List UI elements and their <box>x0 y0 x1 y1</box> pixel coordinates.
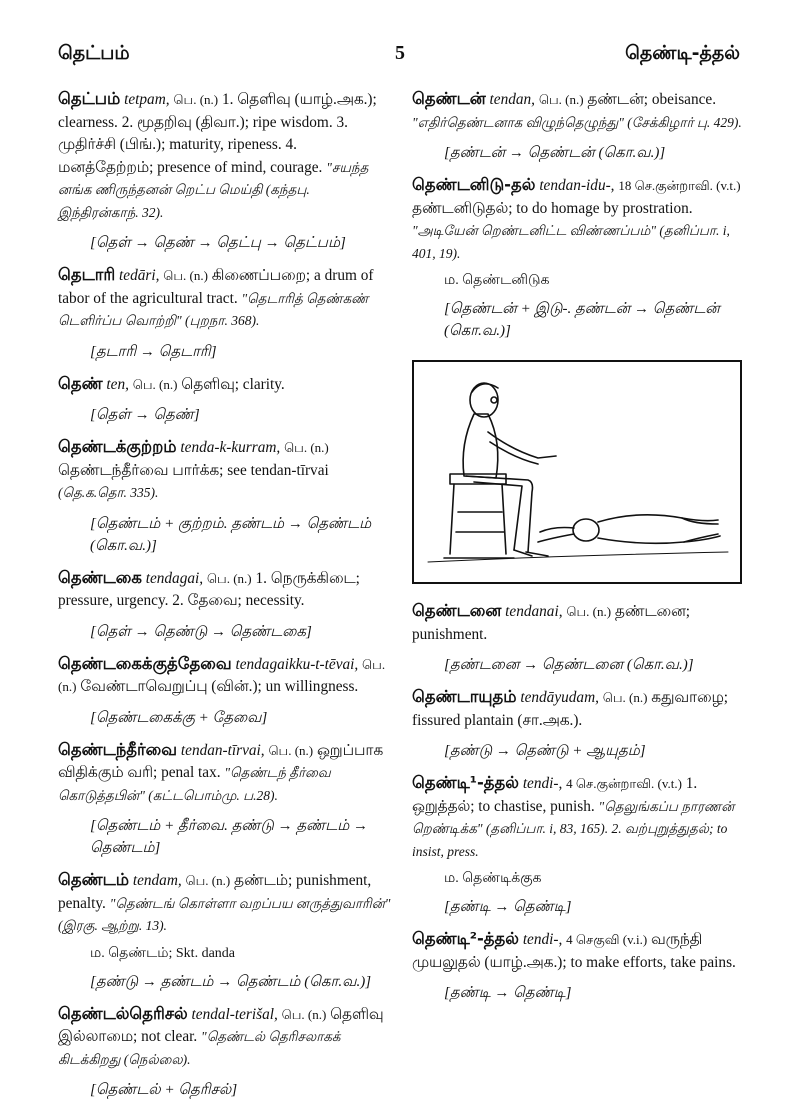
entry-meaning: தெண்டந்தீர்வை பார்க்க; see tendan-tīrvai <box>58 461 329 479</box>
entry-etymology: [தடாரி → தெடாரி] <box>90 343 217 360</box>
entry-headword: தெண்டக்குற்றம் <box>58 437 177 456</box>
entry-citation: "தெண்டந் தீர்வை கொடுத்தபின்" (கட்டபொம்மு. ப.28). <box>58 765 331 803</box>
entry-cognate: ம. தெண்டிக்குக <box>444 871 542 886</box>
entry-definition <box>412 772 742 863</box>
entry-part-of-speech: பெ. (n.) <box>566 604 612 619</box>
entry-definition <box>58 739 393 808</box>
entry-meaning: கிணைப்பறை; a drum of tabor of the agricultural tract. <box>58 267 374 307</box>
entry-definition <box>58 1003 393 1072</box>
entry-meaning: கதுவாழை; fissured plantain (சா.அக.). <box>412 689 729 729</box>
entry-cognate: ம. தெண்டனிடுக <box>444 273 550 288</box>
entry-meaning: தண்டன்; obeisance. <box>587 91 717 108</box>
entry-etymology: [தெண்டம் + தீர்வை. தண்டு → தண்டம் → தெண்டம்] <box>90 818 369 856</box>
dictionary-entry <box>58 567 393 643</box>
dictionary-entry <box>58 739 393 860</box>
dictionary-entry <box>58 373 393 427</box>
entry-etymology: [தெள் → தெண்] <box>90 407 200 423</box>
header-left-word: தெட்பம் <box>58 42 130 64</box>
dictionary-entry <box>412 88 742 164</box>
entry-transliteration: tendagai, <box>145 569 204 587</box>
prostration-drawing <box>414 362 740 582</box>
entry-part-of-speech: பெ. (n.) <box>268 742 314 758</box>
dictionary-entry <box>412 928 742 1004</box>
entry-meaning: 1. நெருக்கிடை; pressure, urgency. 2. தேவை; necessity. <box>58 569 360 609</box>
entry-part-of-speech: பெ. (n.) <box>602 690 648 705</box>
dictionary-entry <box>412 686 742 762</box>
entry-definition <box>412 686 742 732</box>
entry-transliteration: tendan-idu-, <box>539 177 615 194</box>
entry-etymology: [தண்டி → தெண்டி] <box>444 899 572 915</box>
entry-transliteration: tendam, <box>132 872 182 889</box>
entry-transliteration: tendagaikku-t-tēvai, <box>235 655 359 673</box>
entry-meaning: 1. ஒறுத்தல்; to chastise, punish. <box>412 775 698 815</box>
entry-citation: "எதிர்தெண்டனாக விழுந்தெழுந்து" (சேக்கிழார் பு. 429). <box>412 114 742 130</box>
right-column-bottom <box>412 600 742 1004</box>
dictionary-entry <box>412 600 742 676</box>
entry-etymology: [தண்டி → தெண்டி] <box>444 985 572 1001</box>
entry-etymology: [தண்டு → தெண்டு + ஆயுதம்] <box>444 743 646 759</box>
entry-part-of-speech: பெ. (n.) <box>163 268 208 283</box>
dictionary-entry <box>58 88 393 254</box>
entry-citation: "தெண்டங் கொள்ளா வறப்பய னருத்துவாரின்" (இரகு. ஆற்று. 13). <box>58 895 391 933</box>
entry-headword: தெண் <box>58 373 103 393</box>
entry-meaning: தெளிவு இல்லாமை; not clear. <box>58 1005 384 1045</box>
entry-part-of-speech: 18 செ.குன்றாவி. (v.t.) <box>618 178 741 193</box>
entry-headword: தெடாரி <box>58 265 116 284</box>
entry-citation: "தெடாரித் தெண்கண் டெளிர்ப்ப வொற்றி" (புறநா. 368). <box>58 290 369 328</box>
entry-transliteration: tedāri, <box>119 267 160 284</box>
entry-meaning: வேண்டாவெறுப்பு (வின்.); un willingness. <box>80 678 359 695</box>
entry-definition <box>412 928 742 974</box>
entry-part-of-speech: பெ. (n.) <box>58 656 386 694</box>
entry-citation: "சயந்த னங்க ணிருந்தனன் றெட்ப மெய்தி (கந்தபு. இந்திரன்காந். 32). <box>58 159 369 220</box>
entry-part-of-speech: 4 செகுவி (v.i.) <box>566 932 648 947</box>
entry-definition <box>58 567 393 613</box>
entry-part-of-speech: பெ. (n.) <box>206 570 252 586</box>
left-column <box>58 88 393 1111</box>
entry-etymology: [தெள் → தெண்டு → தெண்டகை] <box>90 623 312 640</box>
dictionary-entry <box>58 1003 393 1102</box>
entry-etymology: [தண்டனை → தெண்டனை (கொ.வ.)] <box>444 657 694 673</box>
page-number: 5 <box>395 42 405 64</box>
entry-definition <box>412 174 742 265</box>
entry-definition <box>412 88 742 134</box>
entry-headword: தெண்டனை <box>412 601 502 620</box>
entry-part-of-speech: பெ. (n.) <box>173 92 219 107</box>
dictionary-entry <box>58 436 393 557</box>
entry-definition <box>412 600 742 646</box>
entry-meaning: வருந்தி முயலுதல் (யாழ்.அக.); to make efforts, take pains. <box>412 931 736 971</box>
entry-transliteration: tendan-tīrvai, <box>180 741 265 759</box>
entry-etymology: [தெண்டன் + இடு-. தண்டன் → தெண்டன் (கொ.வ.)] <box>444 301 720 339</box>
entry-transliteration: tendi-, <box>522 931 563 948</box>
entry-meaning: தெளிவு; clarity. <box>181 375 285 393</box>
entry-meaning: ஒறுப்பாக விதிக்கும் வரி; penal tax. <box>58 741 384 781</box>
entry-definition <box>58 436 393 505</box>
entry-headword: தெண்டி¹-த்தல் <box>412 773 519 792</box>
right-column-top <box>412 88 742 342</box>
entry-cognate: ம. தெண்டம்; Skt. danda <box>90 945 235 961</box>
entry-definition <box>58 88 393 224</box>
entry-transliteration: tetpam, <box>124 91 170 108</box>
entry-etymology: [தெண்டல் + தெரிசல்] <box>90 1082 238 1098</box>
entry-transliteration: tendi-, <box>522 775 563 792</box>
entry-definition <box>58 653 393 699</box>
entry-part-of-speech: பெ. (n.) <box>284 440 329 455</box>
entry-headword: தெண்டன் <box>412 89 486 108</box>
dictionary-entry <box>58 264 393 363</box>
entry-citation: "அடியேன் றெண்டனிட்ட விண்ணப்பம்" (தனிப்பா. i, 401, 19). <box>412 223 730 261</box>
entry-transliteration: tendal-terišal, <box>191 1005 278 1023</box>
entry-headword: தெண்டந்தீர்வை <box>58 739 178 759</box>
entry-etymology: [தண்டன் → தெண்டன் (கொ.வ.)] <box>444 145 666 161</box>
entry-part-of-speech: பெ. (n.) <box>281 1006 327 1022</box>
entry-part-of-speech: பெ. (n.) <box>185 873 231 888</box>
header-right-word: தெண்டி-த்தல் <box>625 42 740 64</box>
entry-headword: தெண்டல்தெரிசல் <box>58 1003 188 1023</box>
entry-etymology: [தெண்டகைக்கு + தேவை] <box>90 709 268 726</box>
entry-headword: தெண்டகை <box>58 567 142 587</box>
dictionary-entry <box>58 653 393 729</box>
entry-meaning: தண்டம்; punishment, penalty. <box>58 872 372 912</box>
entry-meaning: 1. தெளிவு (யாழ்.அக.); clearness. 2. மூதறிவு (திவா.); ripe wisdom. 3. முதிர்ச்சி (பிங்.); maturity, ripeness. 4. மனத்தேற்றம்; presence of mind, courage. <box>58 91 377 176</box>
entry-headword: தெட்பம் <box>58 89 121 108</box>
entry-part-of-speech: பெ. (n.) <box>132 376 178 392</box>
entry-etymology: [தெண்டம் + குற்றம். தண்டம் → தெண்டம் (கொ.வ.)] <box>90 515 372 554</box>
entry-transliteration: tenda-k-kurram, <box>180 439 281 456</box>
entry-transliteration: tendāyudam, <box>520 689 599 706</box>
entry-transliteration: tendanai, <box>505 603 563 620</box>
entry-etymology: [தெள் → தெண் → தெட்பு → தெட்பம்] <box>90 235 346 251</box>
entry-etymology: [தண்டு → தண்டம் → தெண்டம் (கொ.வ.)] <box>90 973 372 990</box>
entry-headword: தெண்டகைக்குத்தேவை <box>58 653 232 673</box>
entry-definition <box>58 264 393 333</box>
dictionary-entry <box>412 174 742 342</box>
entry-headword: தெண்டாயுதம் <box>412 687 517 706</box>
entry-meaning: தண்டனிடுதல்; to do homage by prostration. <box>412 199 693 217</box>
dictionary-entry <box>412 772 742 918</box>
entry-transliteration: tendan, <box>489 91 536 108</box>
entry-part-of-speech: பெ. (n.) <box>538 92 584 107</box>
entry-headword: தெண்டி²-த்தல் <box>412 929 519 948</box>
entry-part-of-speech: 4 செ.குன்றாவி. (v.t.) <box>566 776 682 791</box>
entry-headword: தெண்டனிடு-தல் <box>412 175 536 194</box>
entry-definition <box>58 869 393 938</box>
entry-citation: "தெண்டல் தெரிசலாகக் கிடக்கிறது (நெல்லை). <box>58 1029 341 1067</box>
entry-citation: "தெலுங்கப்ப நாரணன் றெண்டிக்க" (தனிப்பா. i, 83, 165). 2. வற்புறுத்துதல்; to insist, press. <box>412 798 735 859</box>
entry-definition <box>58 373 393 397</box>
entry-headword: தெண்டம் <box>58 870 129 889</box>
entry-meaning: தண்டனை; punishment. <box>412 603 691 643</box>
entry-transliteration: ten, <box>106 375 129 393</box>
dictionary-entry <box>58 869 393 993</box>
right-column <box>412 88 742 1014</box>
entry-citation: (தெ.க.தொ. 335). <box>58 485 159 500</box>
illustration-prostration <box>412 360 742 584</box>
